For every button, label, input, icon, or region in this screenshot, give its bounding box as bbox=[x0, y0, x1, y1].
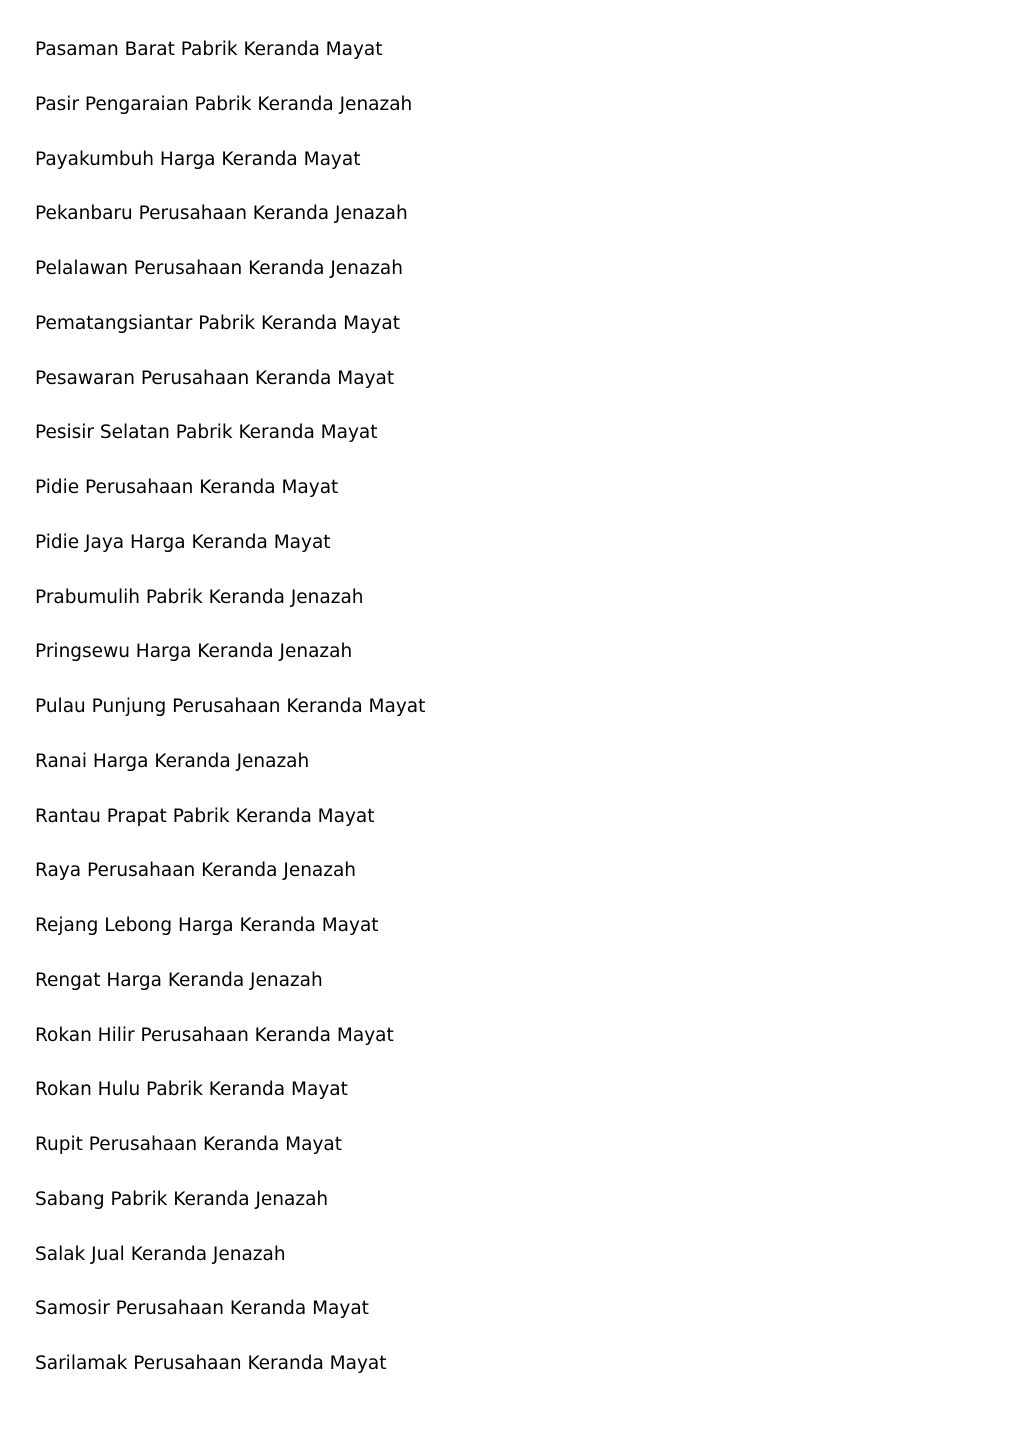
location-link[interactable]: Sarilamak Perusahaan Keranda Mayat bbox=[35, 1353, 387, 1374]
list-item bbox=[35, 857, 425, 912]
list-item bbox=[35, 146, 425, 201]
list-item bbox=[35, 638, 425, 693]
list-item bbox=[35, 36, 425, 91]
list-item bbox=[35, 91, 425, 146]
list-item bbox=[35, 255, 425, 310]
location-link[interactable]: Salak Jual Keranda Jenazah bbox=[35, 1243, 286, 1265]
location-link[interactable]: Rejang Lebong Harga Keranda Mayat bbox=[35, 915, 379, 936]
location-link[interactable]: Rupit Perusahaan Keranda Mayat bbox=[35, 1134, 343, 1155]
list-item bbox=[35, 365, 425, 420]
list-item bbox=[35, 200, 425, 255]
location-link[interactable]: Pesawaran Perusahaan Keranda Mayat bbox=[35, 367, 395, 389]
location-link[interactable]: Rantau Prapat Pabrik Keranda Mayat bbox=[35, 805, 375, 827]
location-link[interactable]: Pidie Jaya Harga Keranda Mayat bbox=[35, 531, 331, 553]
list-item bbox=[35, 529, 425, 584]
location-link[interactable]: Pulau Punjung Perusahaan Keranda Mayat bbox=[35, 696, 426, 717]
location-link[interactable]: Pasaman Barat Pabrik Keranda Mayat bbox=[35, 39, 383, 60]
location-link[interactable]: Pringsewu Harga Keranda Jenazah bbox=[35, 641, 353, 663]
location-link[interactable]: Sabang Pabrik Keranda Jenazah bbox=[35, 1188, 329, 1210]
list-item bbox=[35, 1076, 425, 1131]
list-item bbox=[35, 748, 425, 803]
location-link[interactable]: Pematangsiantar Pabrik Keranda Mayat bbox=[35, 312, 401, 334]
list-item bbox=[35, 1131, 425, 1186]
list-item bbox=[35, 967, 425, 1022]
location-link[interactable]: Samosir Perusahaan Keranda Mayat bbox=[35, 1298, 369, 1320]
location-link[interactable]: Rokan Hulu Pabrik Keranda Mayat bbox=[35, 1079, 348, 1101]
list-item bbox=[35, 1022, 425, 1077]
location-link[interactable]: Prabumulih Pabrik Keranda Jenazah bbox=[35, 586, 364, 608]
location-link[interactable]: Ranai Harga Keranda Jenazah bbox=[35, 750, 310, 772]
location-link[interactable]: Pidie Perusahaan Keranda Mayat bbox=[35, 477, 339, 498]
list-item bbox=[35, 1186, 425, 1241]
location-link[interactable]: Raya Perusahaan Keranda Jenazah bbox=[35, 860, 357, 882]
location-link[interactable]: Pasir Pengaraian Pabrik Keranda Jenazah bbox=[35, 93, 413, 115]
location-link-list bbox=[35, 36, 425, 1405]
location-link[interactable]: Rengat Harga Keranda Jenazah bbox=[35, 969, 323, 991]
list-item bbox=[35, 912, 425, 967]
location-link[interactable]: Payakumbuh Harga Keranda Mayat bbox=[35, 148, 361, 170]
list-item bbox=[35, 803, 425, 858]
location-link[interactable]: Rokan Hilir Perusahaan Keranda Mayat bbox=[35, 1024, 394, 1046]
list-item bbox=[35, 1241, 425, 1296]
location-link[interactable]: Pelalawan Perusahaan Keranda Jenazah bbox=[35, 258, 403, 279]
list-item bbox=[35, 419, 425, 474]
list-item bbox=[35, 1295, 425, 1350]
list-item bbox=[35, 584, 425, 639]
list-item bbox=[35, 1350, 425, 1405]
location-link[interactable]: Pesisir Selatan Pabrik Keranda Mayat bbox=[35, 422, 378, 444]
list-item bbox=[35, 693, 425, 748]
list-item bbox=[35, 310, 425, 365]
location-link[interactable]: Pekanbaru Perusahaan Keranda Jenazah bbox=[35, 203, 408, 225]
list-item bbox=[35, 474, 425, 529]
